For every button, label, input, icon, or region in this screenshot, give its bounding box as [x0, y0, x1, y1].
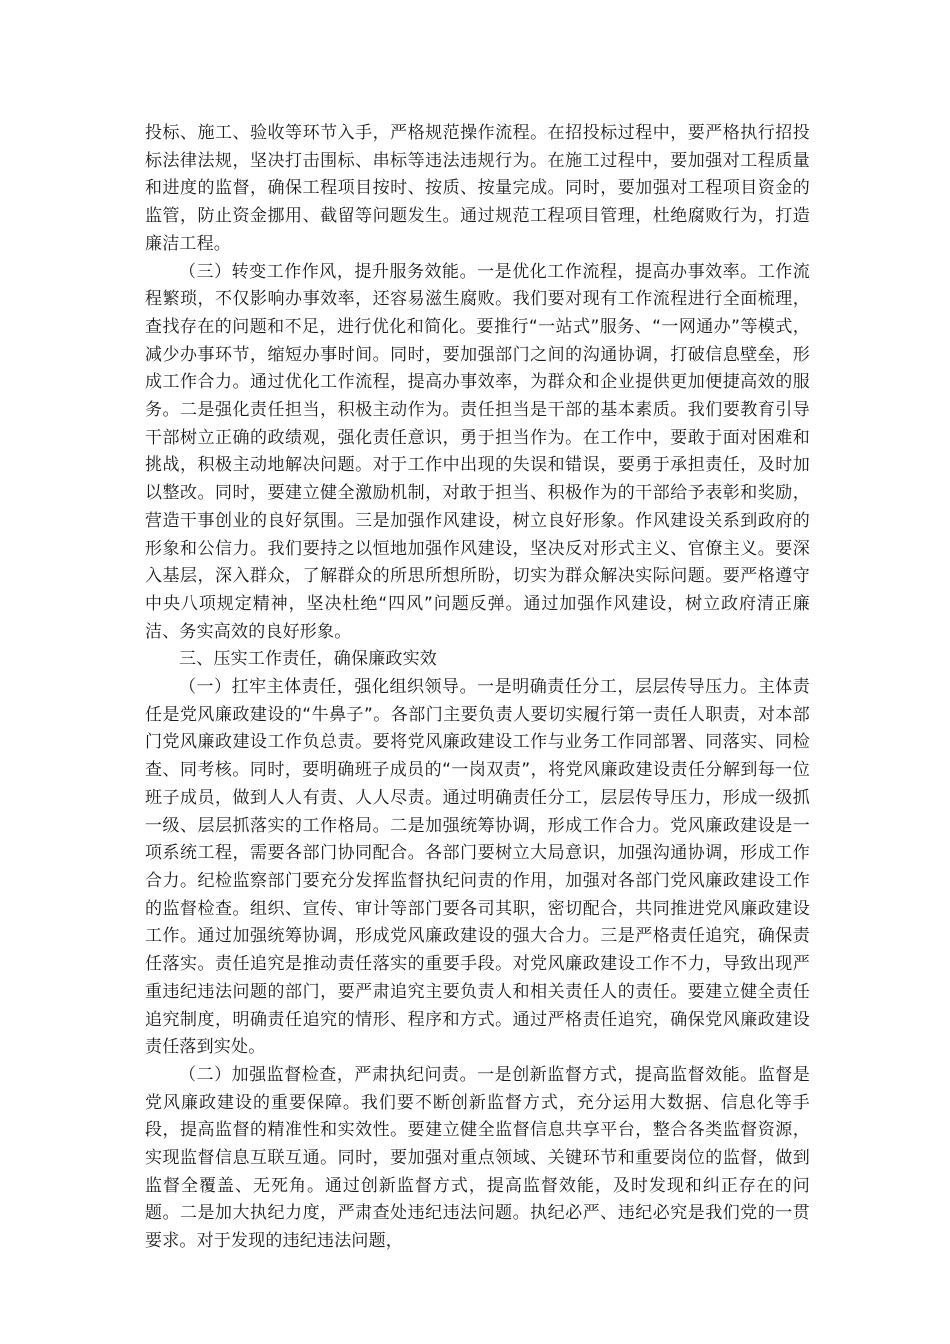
paragraph-project-management: 投标、施工、验收等环节入手，严格规范操作流程。在招投标过程中，要严格执行招投标法律法规，坚决打击围标、串标等违法违规行为。在施工过程中，要加强对工程质量和进度的监督，确保工程项目按时、按质、按量完成。同时，要加强对工程项目资金的监管，防止资金挪用、截留等问题发生。通过规范工程项目管理，杜绝腐败行为，打造廉洁工程。 — [145, 123, 810, 254]
paragraph-main-responsibility: （一）扛牢主体责任，强化组织领导。一是明确责任分工，层层传导压力。主体责任是党风廉政建设的“牛鼻子”。各部门主要负责人要切实履行第一责任人职责，对本部门党风廉政建设工作负总责。要将党风廉政建设工作与业务工作同部署、同落实、同检查、同考核。同时，要明确班子成员的“一岗双责”，将党风廉政建设责任分解到每一位班子成员，做到人人有责、人人尽责。通过明确责任分工，层层传导压力，形成一级抓一级、层层抓落实的工作格局。二是加强统筹协调，形成工作合力。党风廉政建设是一项系统工程，需要各部门协同配合。各部门要树立大局意识，加强沟通协调，形成工作合力。纪检监察部门要充分发挥监督执纪问责的作用，加强对各部门党风廉政建设工作的监督检查。组织、宣传、审计等部门要各司其职，密切配合，共同推进党风廉政建设工作。通过加强统筹协调，形成党风廉政建设的强大合力。三是严格责任追究，确保责任落实。责任追究是推动责任落实的重要手段。对党风廉政建设工作不力，导致出现严重违纪违法问题的部门，要严肃追究主要负责人和相关责任人的责任。要建立健全责任追究制度，明确责任追究的情形、程序和方式。通过严格责任追究，确保党风廉政建设责任落到实处。 — [145, 677, 810, 1058]
document-body — [145, 120, 810, 1256]
paragraph-supervision: （二）加强监督检查，严肃执纪问责。一是创新监督方式，提高监督效能。监督是党风廉政建设的重要保障。我们要不断创新监督方式，充分运用大数据、信息化等手段，提高监督的精准性和实效性。要建立健全监督信息共享平台，整合各类监督资源，实现监督信息互联互通。同时，要加强对重点领域、关键环节和重要岗位的监督，做到监督全覆盖、无死角。通过创新监督方式，提高监督效能，及时发现和纠正存在的问题。二是加大执纪力度，严肃查处违纪违法问题。执纪必严、违纪必究是我们党的一贯要求。对于发现的违纪违法问题， — [145, 1064, 810, 1252]
section-heading-three: 三、压实工作责任，确保廉政实效 — [179, 649, 437, 670]
paragraph-work-style: （三）转变工作作风，提升服务效能。一是优化工作流程，提高办事效率。工作流程繁琐，不仅影响办事效率，还容易滋生腐败。我们要对现有工作流程进行全面梳理，查找存在的问题和不足，进行优化和简化。要推行“一站式”服务、“一网通办”等模式，减少办事环节，缩短办事时间。同时，要加强部门之间的沟通协调，打破信息壁垒，形成工作合力。通过优化工作流程，提高办事效率，为群众和企业提供更加便捷高效的服务。二是强化责任担当，积极主动作为。责任担当是干部的基本素质。我们要教育引导干部树立正确的政绩观，强化责任意识，勇于担当作为。在工作中，要敢于面对困难和挑战，积极主动地解决问题。对于工作中出现的失误和错误，要勇于承担责任，及时加以整改。同时，要建立健全激励机制，对敢于担当、积极作为的干部给予表彰和奖励，营造干事创业的良好氛围。三是加强作风建设，树立良好形象。作风建设关系到政府的形象和公信力。我们要持之以恒地加强作风建设，坚决反对形式主义、官僚主义。要深入基层，深入群众，了解群众的所思所想所盼，切实为群众解决实际问题。要严格遵守中央八项规定精神，坚决杜绝“四风”问题反弹。通过加强作风建设，树立政府清正廉洁、务实高效的良好形象。 — [145, 261, 810, 642]
